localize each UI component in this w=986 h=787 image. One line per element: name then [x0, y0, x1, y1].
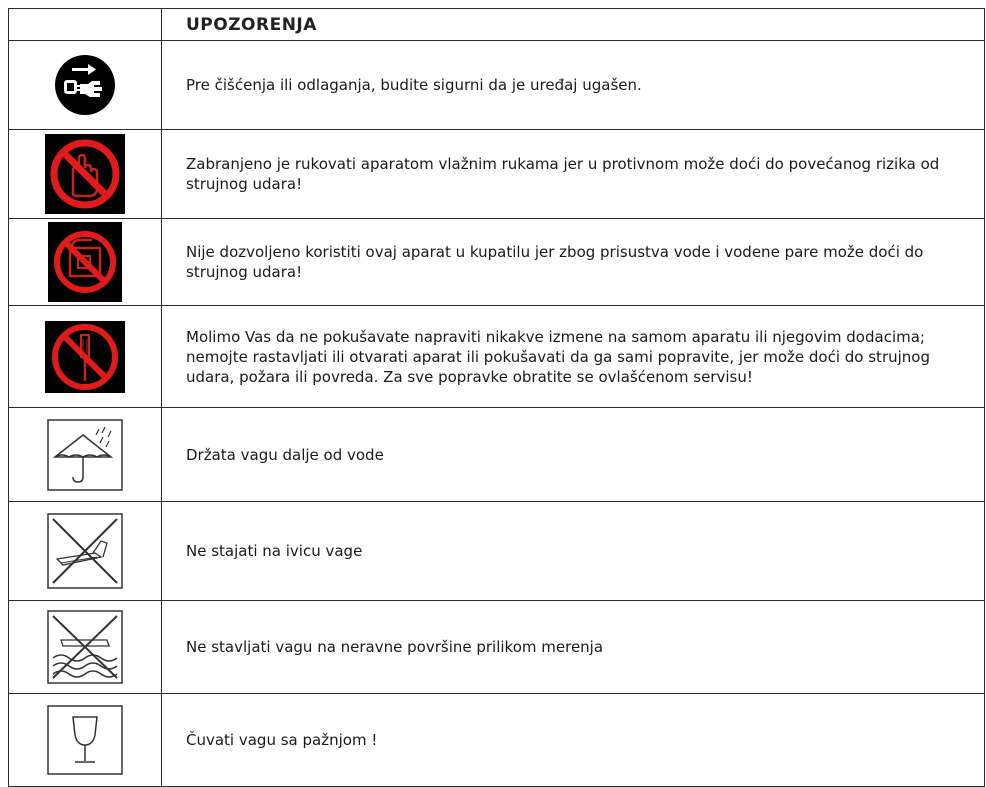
warning-row: [9, 408, 985, 502]
warning-text: Molimo Vas da ne pokušavate napraviti nikakve izmene na samom aparatu ili njegovim dodacima; nemojte rastavljati ili otvarati aparat ili pokušavati da ga sami popravite, jer može doći do strujnog udara, požara ili povreda. Za sve popravke obratite se ovlašćenom servisu!: [186, 327, 930, 386]
warning-row: [9, 219, 985, 306]
no-uneven-surface-icon: [47, 610, 123, 684]
header-row: [9, 9, 985, 41]
warning-row: [9, 601, 985, 694]
header-cell: [162, 9, 985, 41]
table-title: UPOZORENJA: [186, 14, 317, 35]
warning-row: [9, 41, 985, 130]
warning-text: Zabranjeno je rukovati aparatom vlažnim rukama jer u protivnom može doći do povećanog rizika od strujnog udara!: [186, 155, 940, 193]
no-standing-on-edge-icon: [47, 513, 123, 589]
warning-text-cell: [162, 601, 985, 694]
warning-row: [9, 306, 985, 408]
warning-text-cell: [162, 694, 985, 787]
warning-row: [9, 130, 985, 219]
fragile-glass-icon: [47, 705, 123, 775]
warning-text: Ne stajati na ivicu vage: [186, 542, 363, 560]
warning-text: Ne stavljati vagu na neravne površine prilikom merenja: [186, 638, 604, 656]
warning-text-cell: [162, 130, 985, 219]
no-bathroom-use-icon: [48, 222, 122, 302]
keep-dry-umbrella-icon: [47, 419, 123, 491]
warning-row: [9, 694, 985, 787]
warning-text-cell: [162, 41, 985, 130]
warning-text-cell: [162, 219, 985, 306]
warning-text-cell: [162, 306, 985, 408]
warning-text-cell: [162, 502, 985, 601]
warning-text: Držata vagu dalje od vode: [186, 445, 384, 464]
warning-text: Pre čišćenja ili odlaganja, budite sigurni da je uređaj ugašen.: [186, 76, 642, 94]
no-disassembly-icon: [45, 321, 125, 393]
warnings-table: [8, 8, 985, 787]
warning-text: Nije dozvoljeno koristiti ovaj aparat u kupatilu jer zbog prisustva vode i vodene pare može doći do strujnog udara!: [186, 243, 924, 281]
no-wet-hands-icon: [45, 134, 125, 214]
header-empty-cell: [9, 9, 162, 41]
warning-row: [9, 502, 985, 601]
warning-text-cell: [162, 408, 985, 502]
unplug-power-icon: [54, 54, 116, 116]
warning-text: Čuvati vagu sa pažnjom !: [186, 731, 378, 749]
